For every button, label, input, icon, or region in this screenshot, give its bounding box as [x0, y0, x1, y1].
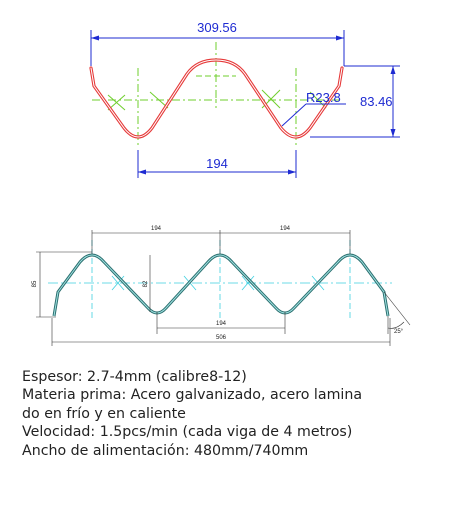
spec-feed-width: Ancho de alimentación: 480mm/740mm — [22, 442, 309, 459]
w-beam-profile — [91, 60, 342, 137]
dim-height-inner-label: 82 — [143, 280, 149, 288]
dim-top-pitch — [92, 230, 350, 254]
spec-thickness: Espesor: 2.7-4mm (calibre8-12) — [22, 369, 247, 385]
three-wave-profile — [54, 255, 388, 316]
spec-speed: Velocidad: 1.5pcs/min (cada viga de 4 metros) — [22, 424, 353, 441]
dim-top-pitch-right: 194 — [279, 226, 291, 232]
dim-overall-width-label: 309.56 — [197, 20, 237, 35]
bottom-profile-drawing — [0, 200, 458, 360]
dim-height-label: 83.46 — [360, 94, 393, 109]
spec-list — [22, 368, 452, 460]
dim-top-pitch-left: 194 — [150, 226, 162, 232]
dim-total-width-label: 506 — [215, 335, 227, 341]
dim-bottom-pitch-label: 194 — [215, 321, 227, 327]
dim-angle-label: 25° — [394, 329, 404, 335]
top-profile-drawing — [0, 0, 458, 200]
dim-pitch-label: 194 — [206, 156, 228, 171]
spec-material-cont: do en frío y en caliente — [22, 405, 186, 422]
dim-height-left-label: 85 — [32, 280, 38, 288]
dim-radius-label: R23.8 — [306, 90, 341, 105]
spec-material: Materia prima: Acero galvanizado, acero lamina — [22, 387, 363, 404]
